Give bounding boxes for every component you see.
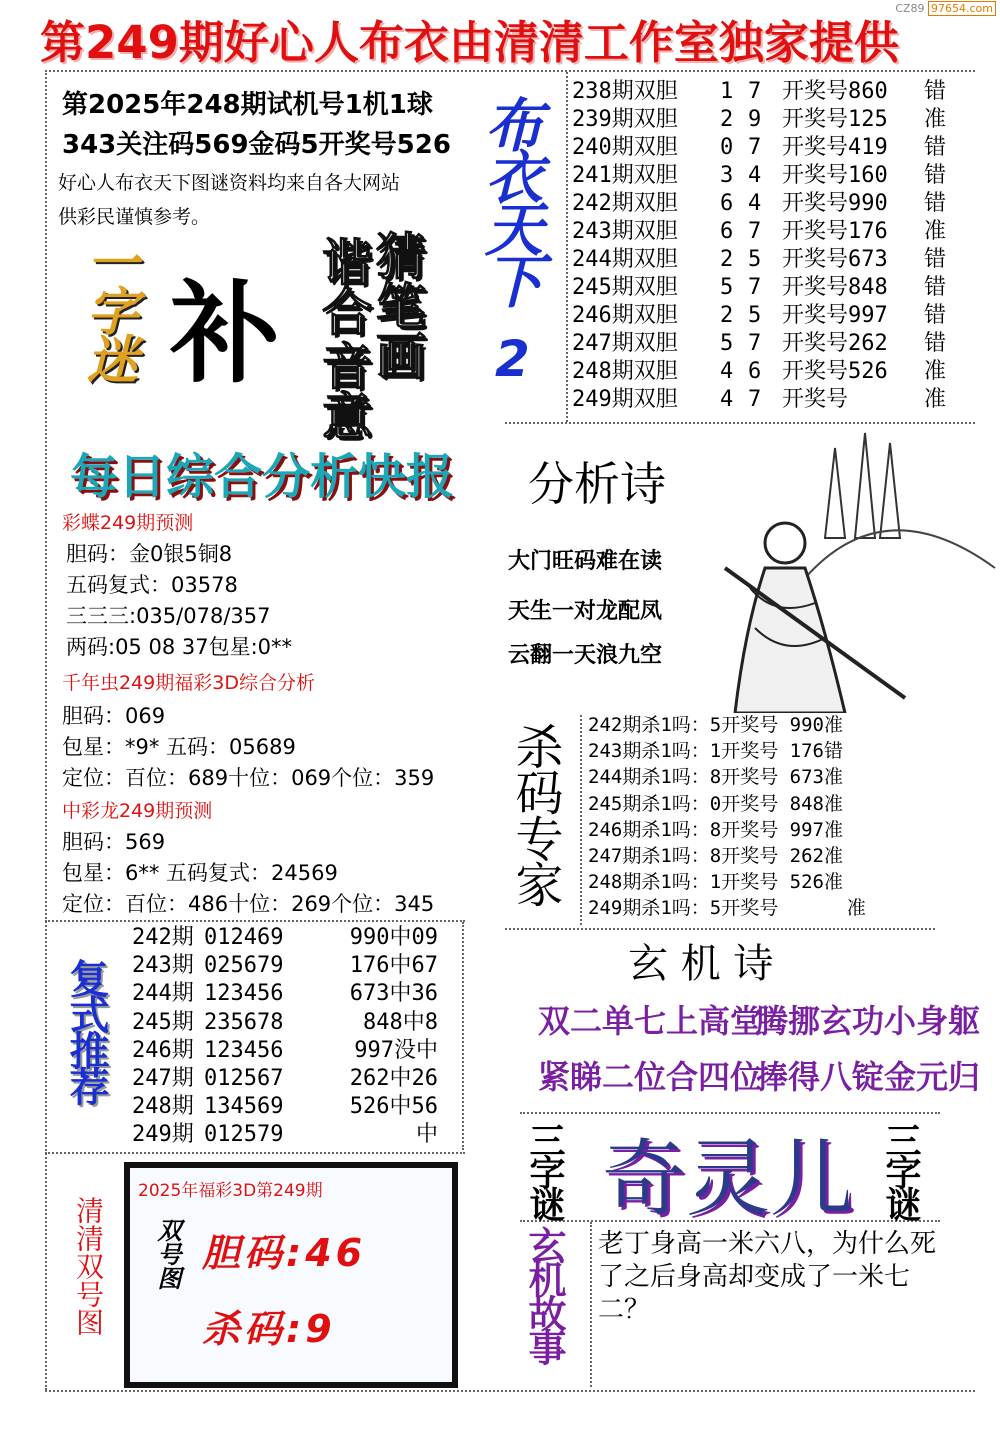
divider-story bbox=[590, 1222, 592, 1387]
fushi-result: 526中56 bbox=[349, 1094, 438, 1120]
shuangdan-digit-1: 5 bbox=[720, 275, 734, 300]
shuangdan-draw: 开奖号176 bbox=[782, 219, 888, 244]
shuangdan-period: 245期双胆 bbox=[572, 275, 678, 300]
shuangdan-draw: 开奖号997 bbox=[782, 303, 888, 328]
shuangdan-row bbox=[572, 218, 954, 246]
shuangdan-digit-2: 7 bbox=[748, 219, 762, 244]
shuangdan-period: 240期双胆 bbox=[572, 135, 678, 160]
fushi-period: 243期 bbox=[132, 953, 194, 979]
shuangdan-row bbox=[572, 134, 954, 162]
kill-expert-row: 242期杀1吗：5开奖号 990准 bbox=[588, 714, 843, 736]
fushi-nums: 012567 bbox=[204, 1065, 284, 1091]
shuangdan-draw: 开奖号990 bbox=[782, 191, 888, 216]
divider-bottom bbox=[45, 1390, 975, 1392]
riddle-answer: 补 bbox=[170, 270, 280, 398]
shuangdan-row bbox=[572, 386, 954, 414]
fushi-result: 997没中 bbox=[354, 1037, 438, 1063]
caidie-line-3: 三三三:035/078/357 bbox=[66, 604, 271, 628]
caidie-line-2: 五码复式：03578 bbox=[66, 573, 238, 597]
kill-expert-row: 246期杀1吗：8开奖号 997准 bbox=[588, 818, 843, 841]
shuangdan-period: 243期双胆 bbox=[572, 219, 678, 244]
fushi-nums: 123456 bbox=[204, 981, 284, 1007]
kill-expert-row: 247期杀1吗：8开奖号 262准 bbox=[588, 844, 843, 867]
site-tag[interactable] bbox=[895, 2, 996, 15]
shuangdan-digit-2: 4 bbox=[748, 191, 762, 216]
riddle-clue-col-3: 音意 bbox=[314, 340, 372, 440]
fushi-nums: 134569 bbox=[204, 1094, 284, 1120]
shuangdan-period: 249期双胆 bbox=[572, 387, 678, 412]
analysis-poem-line-1: 大门旺码难在读 bbox=[508, 549, 663, 574]
fushi-nums: 235678 bbox=[204, 1009, 284, 1035]
fushi-row bbox=[132, 1037, 438, 1065]
caidie-line-4: 两码:05 08 37包星:0** bbox=[66, 635, 293, 659]
shuangdan-draw: 开奖号419 bbox=[782, 135, 888, 160]
kill-expert-row: 249期杀1吗：5开奖号 准 bbox=[588, 897, 866, 920]
shuangdan-draw: 开奖号125 bbox=[782, 107, 888, 132]
zhongcailong-line-3: 定位：百位：486十位：269个位：345 bbox=[62, 892, 435, 916]
sage-illustration bbox=[705, 428, 997, 713]
fushi-period: 246期 bbox=[132, 1037, 194, 1063]
shuangdan-row bbox=[572, 106, 954, 134]
shuangdan-digit-1: 2 bbox=[720, 247, 734, 272]
divider-shuangdan bbox=[566, 72, 568, 422]
shuangdan-row bbox=[572, 78, 954, 106]
fushi-result: 990中09 bbox=[349, 925, 438, 950]
shuangdan-table bbox=[572, 78, 954, 414]
fushi-result: 848中8 bbox=[363, 1009, 438, 1035]
divider-fushi bbox=[462, 922, 464, 1150]
fushi-nums: 123456 bbox=[204, 1037, 284, 1063]
shuangdan-digit-1: 2 bbox=[720, 107, 734, 132]
fushi-label: 复式推荐 bbox=[63, 958, 109, 1102]
xuanji-story-label: 玄机故事 bbox=[522, 1226, 566, 1362]
shuangdan-digit-1: 4 bbox=[720, 387, 734, 412]
qingqing-sha-line: 杀码:9 bbox=[202, 1307, 336, 1351]
shuangdan-result: 错 bbox=[924, 135, 947, 160]
fushi-period: 247期 bbox=[132, 1065, 194, 1091]
fushi-row bbox=[132, 1093, 438, 1121]
shuangdan-period: 248期双胆 bbox=[572, 359, 678, 384]
shuangdan-digit-2: 7 bbox=[748, 79, 762, 104]
header-banner bbox=[0, 0, 1000, 68]
shuangdan-draw: 开奖号262 bbox=[782, 331, 888, 356]
analysis-poem-line-2: 天生一对龙配凤 bbox=[508, 599, 663, 624]
riddle-label: 一字迷 bbox=[77, 236, 137, 380]
fushi-row bbox=[132, 980, 438, 1008]
zhongcailong-line-2: 包星：6** 五码复式：24569 bbox=[62, 861, 338, 885]
fushi-period: 244期 bbox=[132, 981, 194, 1007]
shuangdan-digit-1: 5 bbox=[720, 331, 734, 356]
shuangdan-digit-1: 6 bbox=[720, 191, 734, 216]
fushi-nums: 025679 bbox=[204, 953, 284, 979]
shuangdan-row bbox=[572, 190, 954, 218]
xuanji-poem-title: 玄 机 诗 bbox=[628, 941, 774, 987]
shuangdan-digit-2: 9 bbox=[748, 107, 762, 132]
brand-number: 2 bbox=[495, 330, 530, 388]
shuangdan-digit-2: 6 bbox=[748, 359, 762, 384]
qingqing-dan-line: 胆码:46 bbox=[202, 1231, 367, 1275]
divider-kill-bottom bbox=[505, 928, 935, 930]
shuangdan-row bbox=[572, 330, 954, 358]
fushi-result: 176中67 bbox=[349, 953, 438, 979]
intro-line-1: 第2025年248期试机号1机1球 bbox=[62, 90, 433, 120]
shuangdan-row bbox=[572, 246, 954, 274]
analysis-poem-line-3: 云翻一天浪九空 bbox=[508, 643, 663, 668]
qiannianchong-heading: 千年虫249期福彩3D综合分析 bbox=[62, 672, 315, 694]
intro-line-3: 好心人布衣天下图谜资料均来自各大网站 bbox=[58, 172, 401, 194]
shuangdan-result: 准 bbox=[924, 219, 947, 244]
xuanji-poem-line-2b: 捧得八锭金元归 bbox=[756, 1058, 981, 1096]
shuangdan-digit-1: 4 bbox=[720, 359, 734, 384]
fushi-table bbox=[132, 924, 438, 1150]
fushi-result: 262中26 bbox=[349, 1065, 438, 1091]
shuangdan-result: 错 bbox=[924, 303, 947, 328]
fushi-row bbox=[132, 952, 438, 980]
shuangdan-digit-1: 0 bbox=[720, 135, 734, 160]
fushi-period: 245期 bbox=[132, 1009, 194, 1035]
shuangdan-result: 错 bbox=[924, 275, 947, 300]
shuangdan-period: 239期双胆 bbox=[572, 107, 678, 132]
kill-expert-label: 杀码专家 bbox=[507, 722, 563, 906]
xuanji-story-text: 老丁身高一米六八，为什么死了之后身高却变成了一米七二？ bbox=[598, 1229, 937, 1325]
shuangdan-digit-2: 4 bbox=[748, 163, 762, 188]
shuangdan-digit-2: 7 bbox=[748, 331, 762, 356]
xuanji-poem-line-2a: 紧睇二位合四位 bbox=[538, 1058, 763, 1096]
divider-kill bbox=[580, 715, 582, 925]
kill-expert-row: 248期杀1吗：1开奖号 526准 bbox=[588, 871, 843, 894]
divider-left bbox=[45, 70, 47, 1390]
shuangdan-period: 247期双胆 bbox=[572, 331, 678, 356]
shuangdan-period: 246期双胆 bbox=[572, 303, 678, 328]
shuangdan-result: 错 bbox=[924, 191, 947, 216]
riddle-clue-col-2: 猜笔画 bbox=[368, 230, 426, 380]
shuangdan-period: 244期双胆 bbox=[572, 247, 678, 272]
qiannianchong-line-1: 胆码：069 bbox=[62, 704, 166, 728]
fushi-period: 248期 bbox=[132, 1094, 194, 1120]
shuangdan-digit-2: 5 bbox=[748, 247, 762, 272]
three-char-label-left: 三字谜 bbox=[524, 1122, 565, 1218]
divider-fushi-top bbox=[45, 920, 465, 922]
intro-line-2: 343关注码569金码5开奖号526 bbox=[62, 130, 451, 160]
qingqing-card bbox=[124, 1162, 458, 1388]
shuangdan-result: 错 bbox=[924, 247, 947, 272]
fushi-period: 242期 bbox=[132, 925, 194, 950]
shuangdan-draw: 开奖号 bbox=[782, 387, 849, 412]
qingqing-label: 清清双号图 bbox=[72, 1196, 105, 1336]
divider-top bbox=[45, 70, 975, 72]
page-title: 第249期好心人布衣由清清工作室独家提供 bbox=[40, 16, 899, 69]
shuangdan-digit-2: 7 bbox=[748, 387, 762, 412]
three-char-label-right: 三字谜 bbox=[880, 1122, 921, 1218]
xuanji-poem-line-1a: 双二单七上高堂 bbox=[538, 1002, 763, 1040]
fushi-row bbox=[132, 1009, 438, 1037]
shuangdan-digit-2: 5 bbox=[748, 303, 762, 328]
caidie-heading: 彩蝶249期预测 bbox=[62, 512, 194, 534]
kill-expert-table bbox=[588, 712, 866, 922]
qiannianchong-line-2: 包星：*9* 五码：05689 bbox=[62, 735, 296, 759]
fushi-result: 中 bbox=[415, 1122, 438, 1148]
shuangdan-result: 错 bbox=[924, 331, 947, 356]
fushi-nums: 012579 bbox=[204, 1122, 284, 1148]
site-prefix: CZ89 bbox=[895, 2, 925, 15]
fushi-row bbox=[132, 924, 438, 952]
caidie-line-1: 胆码：金0银5铜8 bbox=[66, 542, 233, 566]
shuangdan-digit-1: 1 bbox=[720, 79, 734, 104]
shuangdan-draw: 开奖号848 bbox=[782, 275, 888, 300]
shuangdan-digit-1: 6 bbox=[720, 219, 734, 244]
shuangdan-row bbox=[572, 358, 954, 386]
shuangdan-result: 错 bbox=[924, 163, 947, 188]
shuangdan-draw: 开奖号673 bbox=[782, 247, 888, 272]
qingqing-card-side: 双号图 bbox=[153, 1218, 181, 1290]
riddle-clue-col-1: 谐合 bbox=[314, 236, 372, 336]
shuangdan-period: 238期双胆 bbox=[572, 79, 678, 104]
intro-line-4: 供彩民谨慎参考。 bbox=[58, 206, 211, 228]
shuangdan-digit-1: 2 bbox=[720, 303, 734, 328]
shuangdan-result: 错 bbox=[924, 79, 947, 104]
shuangdan-period: 242期双胆 bbox=[572, 191, 678, 216]
zhongcailong-heading: 中彩龙249期预测 bbox=[62, 800, 213, 822]
fushi-result: 673中36 bbox=[349, 981, 438, 1007]
kill-expert-row: 243期杀1吗：1开奖号 176错 bbox=[588, 740, 843, 763]
divider-qingqing-top bbox=[45, 1152, 465, 1154]
site-url[interactable]: 97654.com bbox=[928, 1, 996, 16]
shuangdan-digit-2: 7 bbox=[748, 135, 762, 160]
shuangdan-result: 准 bbox=[924, 387, 947, 412]
shuangdan-result: 准 bbox=[924, 107, 947, 132]
fushi-row bbox=[132, 1121, 438, 1149]
fushi-period: 249期 bbox=[132, 1122, 194, 1148]
shuangdan-draw: 开奖号160 bbox=[782, 163, 888, 188]
shuangdan-digit-1: 3 bbox=[720, 163, 734, 188]
divider-shuangdan-bottom bbox=[505, 422, 975, 424]
fushi-nums: 012469 bbox=[204, 925, 284, 950]
qiannianchong-line-3: 定位：百位：689十位：069个位：359 bbox=[62, 766, 435, 790]
brand-vertical-title: 布衣天下 bbox=[475, 95, 543, 303]
xuanji-poem-line-1b: 腾挪玄功小身躯 bbox=[756, 1002, 981, 1040]
shuangdan-row bbox=[572, 274, 954, 302]
shuangdan-draw: 开奖号526 bbox=[782, 359, 888, 384]
analysis-poem-title: 分析诗 bbox=[528, 457, 666, 511]
zhongcailong-line-1: 胆码：569 bbox=[62, 830, 166, 854]
kill-expert-row: 244期杀1吗：8开奖号 673准 bbox=[588, 766, 843, 789]
shuangdan-digit-2: 7 bbox=[748, 275, 762, 300]
three-char-answer: 奇灵儿 bbox=[602, 1130, 855, 1228]
shuangdan-row bbox=[572, 302, 954, 330]
daily-analysis-banner: 每日综合分析快报 bbox=[70, 449, 455, 505]
kill-expert-row: 245期杀1吗：0开奖号 848准 bbox=[588, 792, 843, 815]
shuangdan-row bbox=[572, 162, 954, 190]
fushi-row bbox=[132, 1065, 438, 1093]
shuangdan-draw: 开奖号860 bbox=[782, 79, 888, 104]
qingqing-card-title: 2025年福彩3D第249期 bbox=[138, 1181, 323, 1201]
shuangdan-result: 准 bbox=[924, 359, 947, 384]
shuangdan-period: 241期双胆 bbox=[572, 163, 678, 188]
